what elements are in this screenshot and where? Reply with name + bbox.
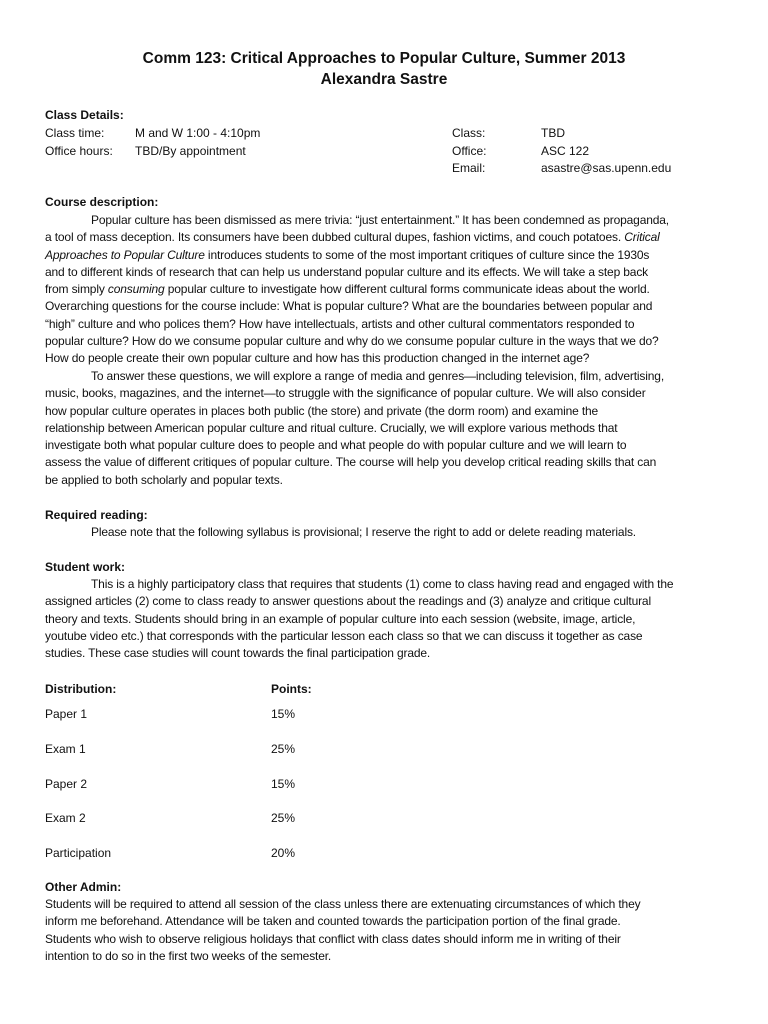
class-time-label: Class time: — [45, 126, 105, 140]
distribution-points: 25% — [271, 811, 296, 825]
course-description-heading: Course description: — [45, 195, 159, 209]
text-line: be applied to both scholarly and popular texts. — [45, 472, 283, 487]
course-description-paragraph-1 — [45, 212, 725, 368]
distribution-points: 25% — [271, 742, 296, 756]
text-line: popular culture? How do we consume popular culture and why do we consume popular culture in the ways that we do? — [45, 334, 659, 349]
student-work-heading: Student work: — [45, 560, 125, 574]
document-title: Comm 123: Critical Approaches to Popular Culture, Summer 2013 — [142, 50, 626, 67]
office-hours-value: TBD/By appointment — [135, 144, 246, 158]
office-label: Office: — [452, 144, 487, 158]
required-reading-paragraph — [45, 524, 725, 541]
text-line — [45, 281, 725, 298]
distribution-heading: Distribution: — [45, 682, 117, 696]
office-hours-label: Office hours: — [45, 144, 113, 158]
student-work-paragraph — [45, 576, 725, 662]
text-line: “high” culture and who polices them? How have intellectuals, artists and other cultural commentators responded to — [45, 316, 635, 331]
text-line: studies. These case studies will count towards the final participation grade. — [45, 646, 431, 661]
italic-title: Approaches to Popular Culture — [45, 247, 205, 262]
distribution-item: Participation — [45, 846, 112, 860]
text-line: To answer these questions, we will explore a range of media and genres—including television, film, advertising, — [91, 369, 664, 383]
email-label: Email: — [452, 161, 486, 175]
text-line: youtube video etc.) that corresponds with the particular lesson each class so that we can discuss it together as case — [45, 628, 643, 643]
text-line: Popular culture has been dismissed as mere trivia: “just entertainment.” It has been condemned as propaganda, — [91, 213, 669, 227]
text-line: This is a highly participatory class that requires that students (1) come to class having read and engaged with the — [91, 577, 674, 591]
text-line: how popular culture operates in places both public (the store) and private (the dorm room) and examine the — [45, 403, 599, 418]
text-line: relationship between American popular culture and ritual culture. Crucially, we will explore various methods that — [45, 420, 618, 435]
text-line: intention to do so in the first two weeks of the semester. — [45, 948, 332, 963]
required-reading-heading: Required reading: — [45, 508, 148, 522]
distribution-item: Paper 1 — [45, 707, 88, 721]
text-line — [45, 229, 725, 246]
text-line: music, books, magazines, and the internet—to struggle with the significance of popular culture. We will also consider — [45, 386, 646, 401]
text-run: from simply — [45, 282, 108, 297]
text-line: assess the value of different critiques of popular culture. The course will help you develop critical reading skills that can — [45, 455, 657, 470]
class-time-value: M and W 1:00 - 4:10pm — [135, 126, 261, 140]
text-line: How do people create their own popular culture and how has this production changed in the internet age? — [45, 351, 590, 366]
class-details-heading: Class Details: — [45, 108, 124, 122]
other-admin-paragraph — [45, 896, 725, 965]
text-line: investigate both what popular culture does to people and what people do with popular culture and we will learn to — [45, 438, 627, 453]
text-line: and to different kinds of research that can help us understand popular culture and its effects. We will take a step back — [45, 264, 649, 279]
distribution-points: 15% — [271, 777, 296, 791]
author-name: Alexandra Sastre — [320, 71, 448, 88]
text-line: Students who wish to observe religious holidays that conflict with class dates should inform me in writing of their — [45, 931, 621, 946]
course-description-paragraph-2 — [45, 368, 725, 489]
office-value: ASC 122 — [541, 144, 590, 158]
points-heading: Points: — [271, 682, 312, 696]
text-line: Students will be required to attend all session of the class unless there are extenuating circumstances of which they — [45, 897, 641, 911]
class-value: TBD — [541, 126, 565, 140]
distribution-item: Exam 1 — [45, 742, 86, 756]
text-line — [45, 247, 725, 264]
text-line: assigned articles (2) come to class ready to answer questions about the readings and (3) analyze and critique cultural — [45, 594, 651, 609]
class-label: Class: — [452, 126, 486, 140]
italic-word: consuming — [107, 282, 165, 297]
distribution-item: Paper 2 — [45, 777, 88, 791]
text-line: theory and texts. Students should bring in an example of popular culture into each session (website, image, article, — [45, 611, 636, 626]
text-line: Overarching questions for the course include: What is popular culture? What are the boundaries between popular and — [45, 299, 653, 314]
text-line: Please note that the following syllabus is provisional; I reserve the right to add or delete reading materials. — [91, 525, 636, 539]
text-run: a tool of mass deception. Its consumers have been dubbed cultural dupes, fashion victims, and couch potatoes. — [45, 230, 625, 245]
italic-title: Critical — [624, 230, 660, 245]
text-run: introduces students to some of the most important critiques of culture since the 1930s — [204, 247, 650, 262]
email-value: asastre@sas.upenn.edu — [541, 161, 672, 175]
text-run: popular culture to investigate how different cultural forms communicate ideas about the world. — [164, 282, 650, 297]
text-line: inform me beforehand. Attendance will be taken and counted towards the participation portion of the final grade. — [45, 914, 621, 929]
distribution-points: 20% — [271, 846, 296, 860]
distribution-item: Exam 2 — [45, 811, 86, 825]
distribution-points: 15% — [271, 707, 296, 721]
other-admin-heading: Other Admin: — [45, 880, 122, 894]
